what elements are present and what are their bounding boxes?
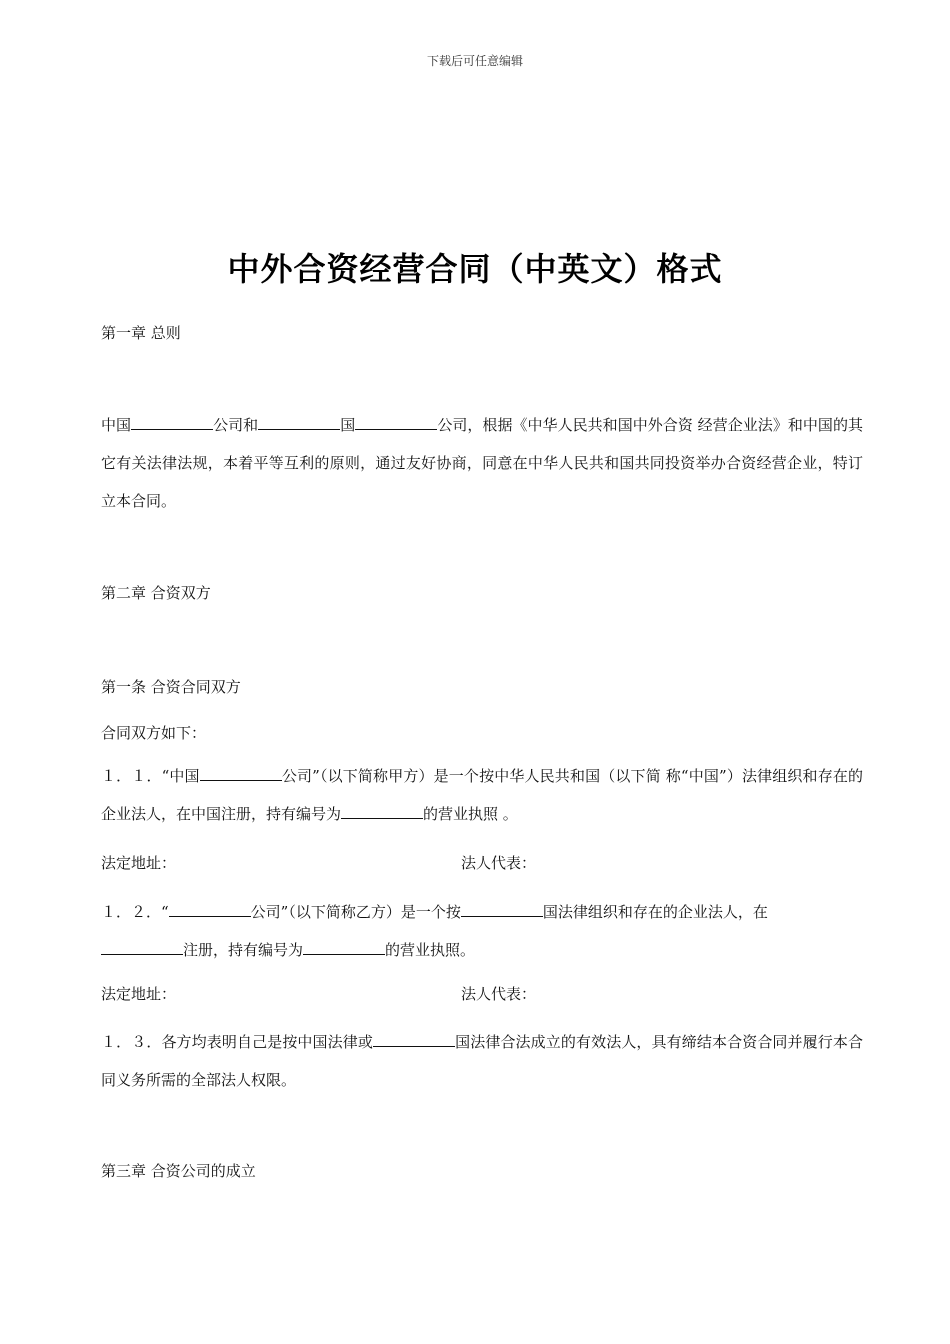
chapter-1-heading: 第一章 总则: [101, 324, 181, 342]
intro-paragraph: [101, 406, 863, 520]
blank-field: [341, 804, 423, 819]
chapter-3-heading: 第三章 合资公司的成立: [101, 1162, 256, 1180]
blank-field: [101, 940, 183, 955]
legal-address-label: 法定地址：: [101, 854, 177, 872]
intro-text-4: 公司，根据《中华人民共和国中外合资 经营企业法》和中国的其它有关法律法规，本着平等互利的原则，通过友好协商，同意在中华人民共和国共同投资举办合资经营企业，特订立本合同。: [101, 416, 863, 510]
blank-field: [355, 415, 437, 430]
blank-field: [461, 902, 543, 917]
blank-field: [303, 940, 385, 955]
clause-1-2-text-3: 国法律组织和存在的企业法人，在: [542, 903, 768, 921]
legal-rep-label: 法人代表：: [461, 854, 537, 872]
header-note: 下载后可任意编辑: [426, 54, 523, 68]
intro-text-2: 公司和: [213, 416, 259, 434]
article-1-heading: 第一条 合资合同双方: [101, 678, 241, 696]
clause-1-2-text-1: １．２．“: [101, 903, 169, 921]
clause-1-1-text-1: １．１．“中国: [101, 767, 200, 785]
party-a-details-row: [101, 852, 861, 874]
clause-1-3-text-2: 国法律合法成立的有效法人，具有缔结本合资合同并履行本合同义务所需的全部法人权限。: [101, 1033, 863, 1089]
party-b-details-row: [101, 983, 861, 1005]
intro-text-1: 中国: [101, 416, 132, 434]
clause-1-1-text-3: 的营业执照 。: [423, 805, 518, 823]
clause-1-3-text-1: １．３．各方均表明自己是按中国法律或: [101, 1033, 373, 1051]
blank-field: [131, 415, 213, 430]
legal-address-label: 法定地址：: [101, 985, 177, 1003]
clause-1-2: [101, 893, 863, 969]
blank-field: [258, 415, 340, 430]
clause-1-2-text-2: 公司”（以下简称乙方）是一个按: [250, 903, 461, 921]
blank-field: [373, 1032, 455, 1047]
clause-1-1-text-2: 公司”（以下简称甲方）是一个按中华人民共和国（以下简 称“中国”）法律组织和存在的企业法人，在中国注册，持有编号为: [101, 767, 863, 823]
clause-1-2-text-5: 的营业执照。: [385, 941, 476, 959]
document-title: 中外合资经营合同（中英文）格式: [227, 250, 723, 288]
clause-1-2-text-4: 注册，持有编号为: [183, 941, 304, 959]
blank-field: [200, 766, 282, 781]
clause-1-3: [101, 1023, 863, 1099]
parties-intro: 合同双方如下：: [101, 724, 207, 742]
intro-text-3: 国: [340, 416, 356, 434]
legal-rep-label: 法人代表：: [461, 985, 537, 1003]
clause-1-1: [101, 757, 863, 833]
chapter-2-heading: 第二章 合资双方: [101, 584, 211, 602]
blank-field: [169, 902, 251, 917]
